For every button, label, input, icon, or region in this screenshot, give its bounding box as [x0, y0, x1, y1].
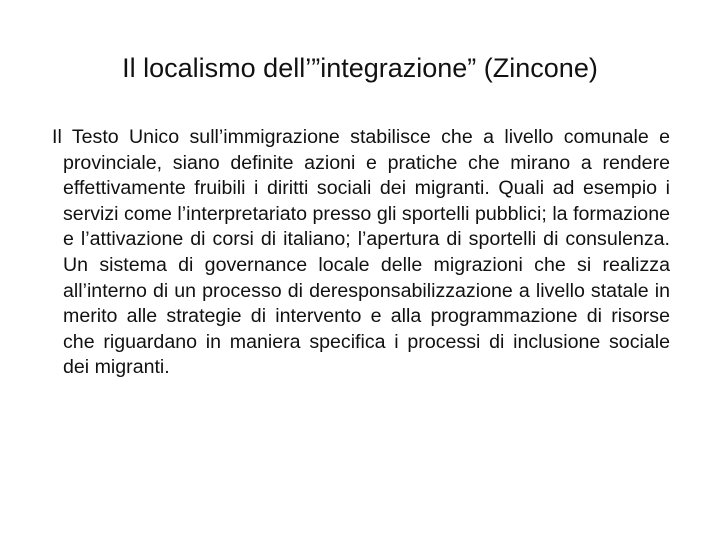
slide-body-text: Il Testo Unico sull’immigrazione stabilisce che a livello comunale e provinciale, siano definite azioni e pratiche che mirano a rendere effettivamente fruibili i diritti sociali dei migranti. Quali ad esempio i servizi come l’interpretariato presso gli sportelli pubblici; la formazione e l’attivazione di corsi di italiano; l’apertura di sportelli di consulenza. Un sistema di governance locale delle migrazioni che si realizza all’interno di un processo di deresponsabilizzazione a livello statale in merito alle strategie di intervento e alla programmazione di risorse che riguardano in maniera specifica i processi di inclusione sociale dei migranti. — [52, 126, 670, 379]
slide-title: Il localismo dell’”integrazione” (Zincone) — [122, 53, 598, 83]
